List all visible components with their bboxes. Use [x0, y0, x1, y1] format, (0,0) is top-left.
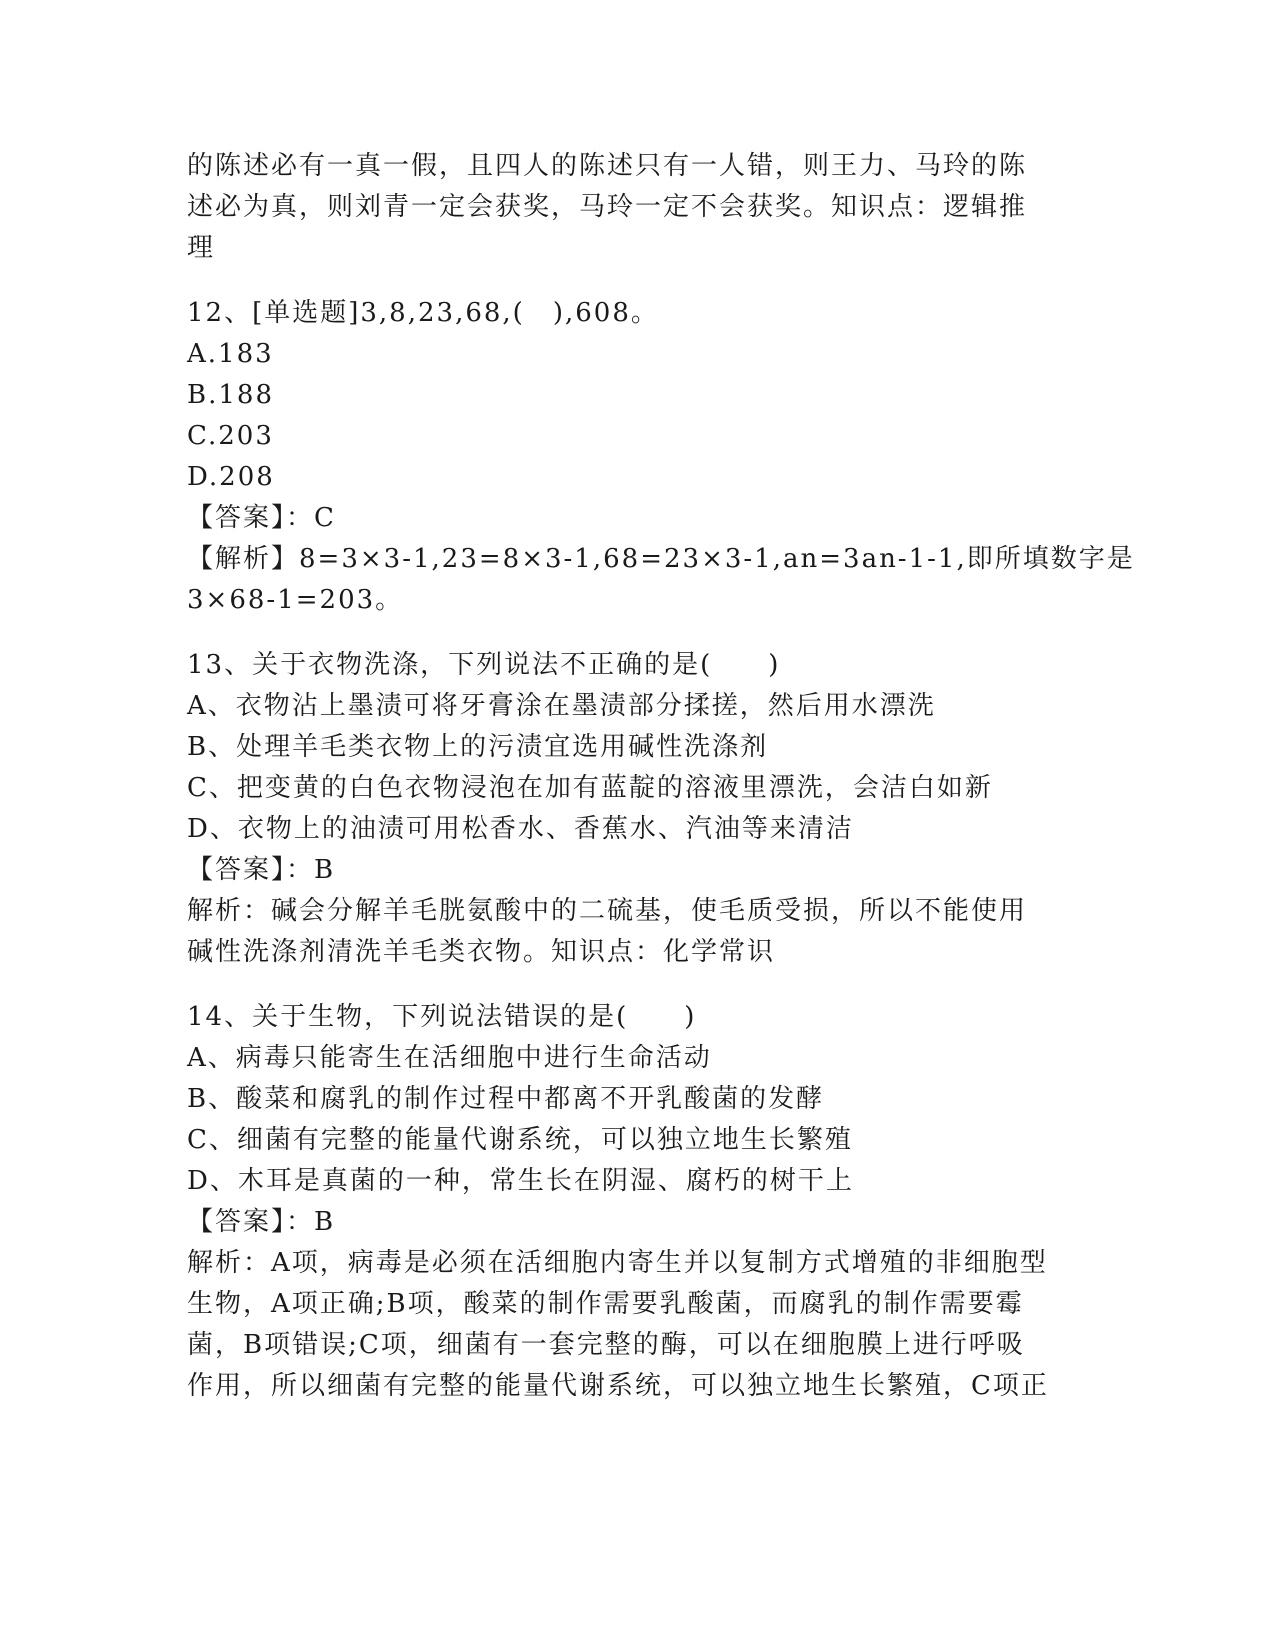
option-line: D、木耳是真菌的一种，常生长在阴湿、腐朽的树干上 — [187, 1166, 854, 1196]
option-line: C.203 — [187, 421, 274, 451]
analysis-line: 【解析】8=3×3-1,23=8×3-1,68=23×3-1,an=3an-1-1,即所填数字是 — [187, 544, 1135, 574]
analysis-line: 生物，A项正确;B项，酸菜的制作需要乳酸菌，而腐乳的制作需要霉 — [187, 1289, 1024, 1319]
option-line: C、细菌有完整的能量代谢系统，可以独立地生长繁殖 — [187, 1125, 853, 1155]
analysis-line: 作用，所以细菌有完整的能量代谢系统，可以独立地生长繁殖，C项正 — [187, 1371, 1049, 1401]
option-line: B、酸菜和腐乳的制作过程中都离不开乳酸菌的发酵 — [187, 1084, 825, 1114]
answer-line: 【答案】：C — [187, 503, 336, 533]
question-title: 13、关于衣物洗涤，下列说法不正确的是( ) — [187, 650, 781, 680]
option-line: A、衣物沾上墨渍可将牙膏涂在墨渍部分揉搓，然后用水漂洗 — [187, 691, 936, 721]
option-line: A.183 — [187, 339, 274, 369]
option-line: C、把变黄的白色衣物浸泡在加有蓝靛的溶液里漂洗，会洁白如新 — [187, 773, 993, 803]
answer-line: 【答案】：B — [187, 855, 336, 885]
text-line: 的陈述必有一真一假，且四人的陈述只有一人错，则王力、马玲的陈 — [187, 151, 1028, 181]
text-line: 理 — [187, 233, 216, 263]
analysis-line: 解析：A项，病毒是必须在活细胞内寄生并以复制方式增殖的非细胞型 — [187, 1248, 1048, 1278]
question-title: 14、关于生物，下列说法错误的是( ) — [187, 1002, 697, 1032]
answer-line: 【答案】：B — [187, 1207, 336, 1237]
analysis-line: 3×68-1=203。 — [187, 585, 404, 615]
option-line: A、病毒只能寄生在活细胞中进行生命活动 — [187, 1043, 712, 1073]
option-line: B、处理羊毛类衣物上的污渍宜选用碱性洗涤剂 — [187, 732, 769, 762]
analysis-line: 解析：碱会分解羊毛胱氨酸中的二硫基，使毛质受损，所以不能使用 — [187, 896, 1028, 926]
question-title: 12、[单选题]3,8,23,68,( ),608。 — [187, 298, 659, 328]
option-line: B.188 — [187, 380, 274, 410]
analysis-line: 碱性洗涤剂清洗羊毛类衣物。知识点：化学常识 — [187, 937, 776, 967]
option-line: D、衣物上的油渍可用松香水、香蕉水、汽油等来清洁 — [187, 814, 854, 844]
text-line: 述必为真，则刘青一定会获奖，马玲一定不会获奖。知识点：逻辑推 — [187, 192, 1028, 222]
option-line: D.208 — [187, 462, 275, 492]
analysis-line: 菌，B项错误;C项，细菌有一套完整的酶，可以在细胞膜上进行呼吸 — [187, 1330, 1025, 1360]
